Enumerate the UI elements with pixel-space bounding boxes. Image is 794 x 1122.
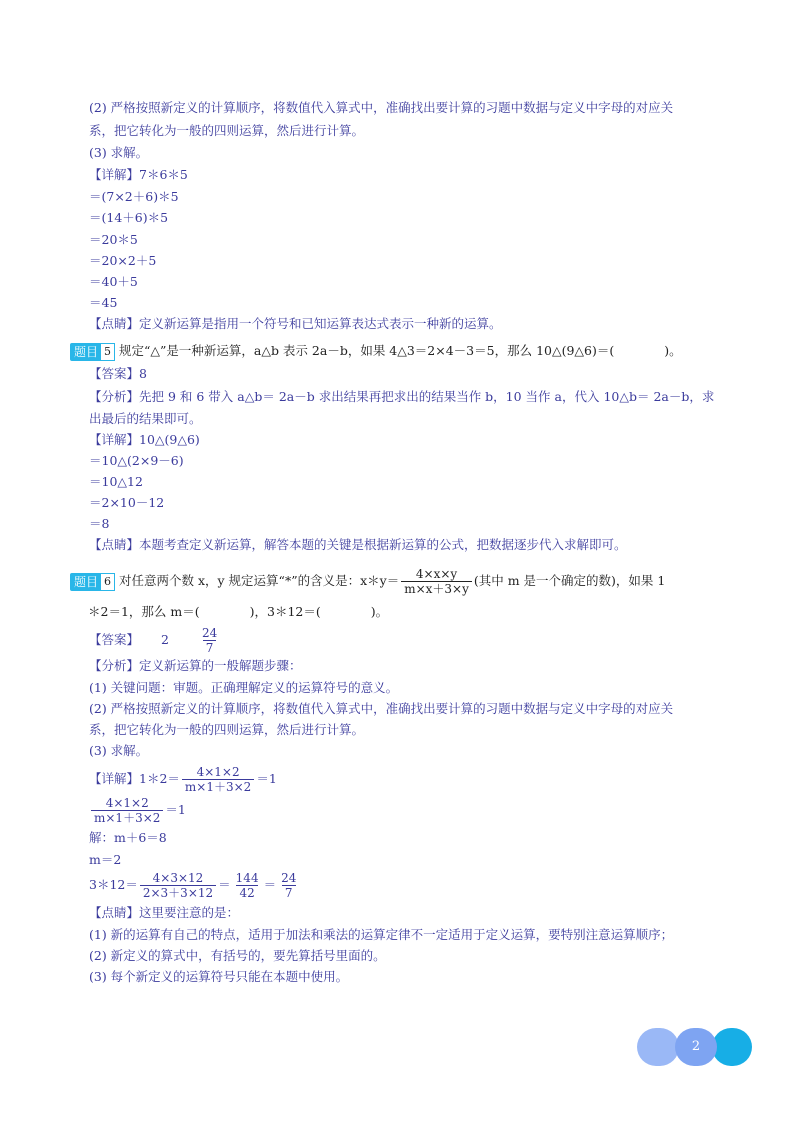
q6-detail-5: 3＊12＝ $\frac{4\times 3\times 12}{2\times 3+3\times 12}$ ＝ $\frac{144}{42}$ ＝ $\frac{24}{7}$ bbox=[89, 868, 301, 902]
page-badge-right bbox=[712, 1028, 752, 1066]
answer-m: 2 bbox=[161, 632, 169, 647]
q6-stem-a: 对任意两个数 x，y 规定运算“*”的含义是：x＊y＝ bbox=[119, 573, 400, 588]
q6-detail-3: 解：m＋6＝8 bbox=[89, 830, 167, 845]
q6-note-2: (1) 新的运算有自己的特点，适用于加法和乘法的运算定律不一定适用于定义运算，要特别注意运算顺序； bbox=[89, 927, 674, 942]
fraction-numerator: 144 bbox=[235, 871, 259, 885]
question-5-stem bbox=[70, 340, 682, 362]
q5-detail-3: ＝10△12 bbox=[89, 474, 143, 489]
fraction-denominator: 2×3＋3×12 bbox=[140, 885, 216, 900]
fraction-numerator: 4×1×2 bbox=[196, 765, 240, 779]
answer-label: 【答案】 bbox=[89, 632, 140, 647]
q6-note-4: (3) 每个新定义的运算符号只能在本题中使用。 bbox=[89, 969, 349, 984]
q6-detail-4: m＝2 bbox=[89, 852, 122, 867]
page-badge-left bbox=[637, 1028, 679, 1066]
fraction-numerator: 4×3×12 bbox=[152, 871, 204, 885]
page-number: 2 bbox=[691, 1039, 701, 1054]
q6-analysis-2: (1) 关键问题：审题。正确理解定义的运算符号的意义。 bbox=[89, 680, 399, 695]
question-number: 6 bbox=[100, 573, 115, 591]
q5-analysis-1: 【分析】先把 9 和 6 带入 a△b＝ 2a－b 求出结果再把求出的结果当作 b，10 当作 a，代入 10△b＝ 2a－b，求 bbox=[89, 389, 715, 404]
q6-answer bbox=[89, 624, 222, 656]
q5-detail-1: 【详解】10△(9△6) bbox=[89, 432, 200, 447]
question-tag: 题目 bbox=[70, 573, 102, 591]
q6-analysis-3: (2) 严格按照新定义的计算顺序，将数值代入算式中，准确找出要计算的习题中数据与定义中字母的对应关 bbox=[89, 701, 674, 716]
detail-fraction bbox=[233, 871, 262, 900]
prev-line-1: (2) 严格按照新定义的计算顺序，将数值代入算式中，准确找出要计算的习题中数据与定义中字母的对应关 bbox=[89, 100, 674, 115]
fraction-denominator: 42 bbox=[236, 885, 257, 900]
prev-detail-3: ＝(14＋6)＊5 bbox=[89, 210, 169, 225]
detail-fraction bbox=[140, 871, 216, 900]
q6-note-1: 【点睛】这里要注意的是： bbox=[89, 905, 240, 920]
question-number: 5 bbox=[100, 343, 115, 361]
prev-detail-2: ＝(7×2＋6)＊5 bbox=[89, 189, 179, 204]
q5-analysis-2: 出最后的结果即可。 bbox=[89, 411, 202, 426]
fraction-denominator: 7 bbox=[203, 640, 217, 655]
prev-detail-4: ＝20＊5 bbox=[89, 232, 138, 247]
q6-note-3: (2) 新定义的算式中，有括号的，要先算括号里面的。 bbox=[89, 948, 386, 963]
prev-line-3: (3) 求解。 bbox=[89, 145, 149, 160]
fraction-numerator: 4×1×2 bbox=[105, 796, 149, 810]
q5-detail-4: ＝2×10－12 bbox=[89, 495, 165, 510]
fraction-numerator: 4×x×y bbox=[415, 567, 458, 581]
answer-fraction bbox=[199, 626, 220, 655]
prev-line-2: 系，把它转化为一般的四则运算，然后进行计算。 bbox=[89, 123, 365, 138]
detail-fraction bbox=[278, 871, 299, 900]
fraction-denominator: m×x＋3×y bbox=[401, 581, 472, 596]
q6-detail-1 bbox=[89, 763, 277, 795]
q6-detail-2 bbox=[89, 794, 186, 826]
prev-detail-7: ＝45 bbox=[89, 295, 118, 310]
fraction-denominator: m×1＋3×2 bbox=[182, 779, 254, 794]
prev-note: 【点睛】定义新运算是指用一个符号和已知运算表达式表示一种新的运算。 bbox=[89, 316, 502, 331]
fraction-numerator: 24 bbox=[201, 626, 218, 640]
q6-analysis-4: 系，把它转化为一般的四则运算，然后进行计算。 bbox=[89, 722, 365, 737]
question-5-text: 规定“△”是一种新运算，a△b 表示 2a－b，如果 4△3＝2×4－3＝5，那么 10△(9△6)＝( )。 bbox=[119, 343, 682, 358]
prev-detail-1: 【详解】7＊6＊5 bbox=[89, 167, 188, 182]
question-6-stem bbox=[70, 565, 665, 597]
detail-fraction bbox=[182, 765, 254, 794]
fraction-numerator: 24 bbox=[281, 871, 297, 885]
question-tag: 题目 bbox=[70, 343, 102, 361]
fraction-denominator: 7 bbox=[282, 885, 296, 900]
detail-label: 【详解】1＊2＝ bbox=[89, 771, 180, 786]
q5-detail-2: ＝10△(2×9－6) bbox=[89, 453, 184, 468]
detail-fraction bbox=[91, 796, 163, 825]
q6-analysis-1: 【分析】定义新运算的一般解题步骤： bbox=[89, 658, 302, 673]
q5-answer: 【答案】8 bbox=[89, 366, 147, 381]
q6-stem-b: (其中 m 是一个确定的数)，如果 1 bbox=[473, 573, 666, 588]
q6-analysis-5: (3) 求解。 bbox=[89, 743, 149, 758]
q5-detail-5: ＝8 bbox=[89, 516, 110, 531]
q6-definition-fraction bbox=[401, 567, 472, 596]
prev-detail-5: ＝20×2＋5 bbox=[89, 253, 157, 268]
detail-label: 3＊12＝ bbox=[89, 877, 138, 892]
q6-stem-c: ＊2＝1，那么 m＝( )，3＊12＝( )。 bbox=[88, 604, 389, 619]
detail-result: ＝1 bbox=[165, 802, 186, 817]
fraction-denominator: m×1＋3×2 bbox=[91, 810, 163, 825]
prev-detail-6: ＝40＋5 bbox=[89, 274, 138, 289]
q5-note: 【点睛】本题考查定义新运算，解答本题的关键是根据新运算的公式，把数据逐步代入求解即可。 bbox=[89, 537, 627, 552]
detail-result: ＝1 bbox=[256, 771, 277, 786]
